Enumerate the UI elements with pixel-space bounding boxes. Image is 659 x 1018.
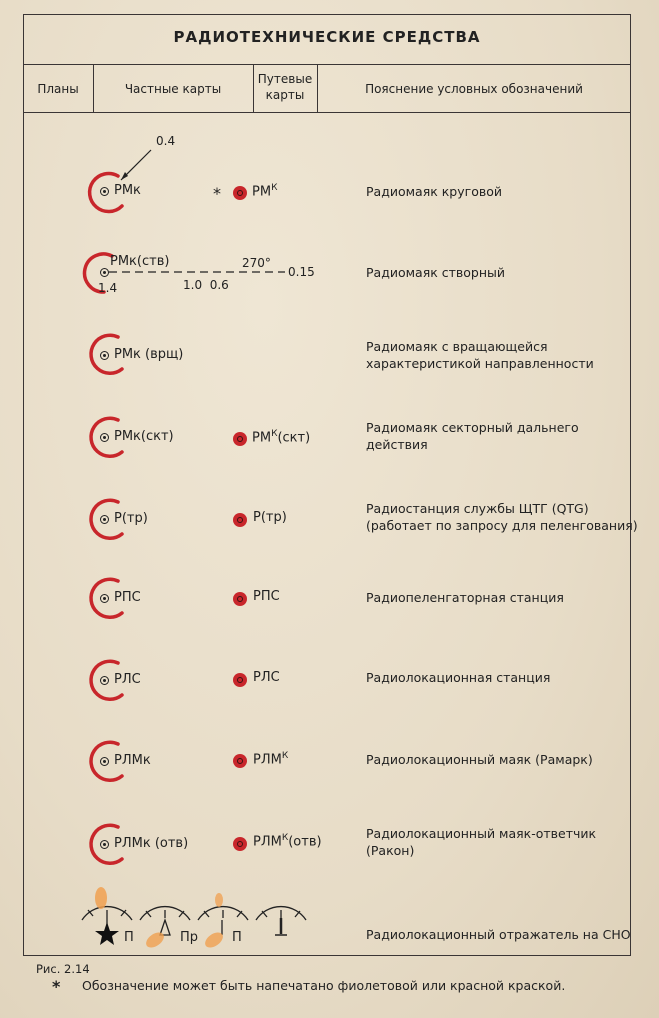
flame-icon-4	[215, 893, 223, 907]
route-dot-icon	[233, 432, 247, 446]
beacon-symbol-icon	[100, 268, 109, 277]
row9-label: РЛМк (отв)	[114, 836, 189, 851]
row1-desc: Радиомаяк круговой	[366, 184, 502, 199]
row6-route-label: РПС	[253, 589, 280, 604]
route-dot-icon	[233, 513, 247, 527]
route-dot-icon	[233, 186, 247, 200]
beacon-symbol-icon	[100, 187, 109, 196]
row6-label: РПС	[114, 590, 141, 605]
row1-asterisk: *	[213, 184, 221, 203]
callout-value: 0.4	[156, 134, 176, 148]
star-icon	[95, 922, 119, 945]
row9-desc-2: (Ракон)	[366, 843, 415, 858]
footnote-text: Обозначение может быть напечатано фиолетовой или красной краской.	[82, 978, 566, 993]
beacon-symbol-icon	[100, 433, 109, 442]
row5-desc-2: (работает по запросу для пеленгования)	[366, 518, 638, 533]
row2-num-right: 0.15	[288, 265, 315, 279]
beacon-symbol-icon	[100, 757, 109, 766]
row3-label: РМк (врщ)	[114, 347, 184, 362]
row4-desc-2: действия	[366, 437, 428, 452]
row9-desc-1: Радиолокационный маяк-ответчик	[366, 826, 597, 841]
row3-desc-1: Радиомаяк с вращающейся	[366, 339, 548, 354]
row4-label: РМк(скт)	[114, 429, 174, 444]
row4-route-label: $РМ^К(скт)$	[252, 429, 311, 446]
row7-label: РЛС	[114, 672, 141, 687]
beacon-symbol-icon	[100, 676, 109, 685]
route-dot-icon	[233, 837, 247, 851]
row8-route-label: $РЛМ^К$	[253, 751, 289, 768]
header-route-charts-2: карты	[265, 88, 305, 102]
beacon-symbol-icon	[100, 840, 109, 849]
row2-num-left: 1.4	[98, 281, 118, 295]
row2-label: РМк(ств)	[110, 254, 170, 269]
flame-icon-2	[143, 929, 166, 950]
reflector-desc: Радиолокационный отражатель на СНО	[366, 927, 631, 942]
row8-desc: Радиолокационный маяк (Рамарк)	[366, 752, 593, 767]
row7-desc: Радиолокационная станция	[366, 670, 551, 685]
reflector-sym3: П	[232, 930, 242, 945]
row7-route-label: РЛС	[253, 670, 280, 685]
route-dot-icon	[233, 754, 247, 768]
header-explanation: Пояснение условных обозначений	[365, 82, 583, 96]
reflector-sym2: Пр	[180, 930, 199, 945]
row1-label: РМк	[114, 183, 141, 198]
row2-angle: 270°	[242, 256, 271, 270]
beacon-symbol-icon	[100, 594, 109, 603]
row3-desc-2: характеристикой направленности	[366, 356, 594, 371]
table-title: РАДИОТЕХНИЧЕСКИЕ СРЕДСТВА	[173, 28, 481, 46]
row9-route-label: $РЛМ^К(отв)$	[253, 833, 322, 850]
reflector-sym1: П	[124, 930, 134, 945]
row8-label: РЛМк	[114, 753, 151, 768]
row2-num-mid: 1.0 0.6	[183, 278, 229, 292]
header-route-charts-1: Путевые	[257, 72, 313, 86]
beacon-symbol-icon	[100, 351, 109, 360]
route-dot-icon	[233, 592, 247, 606]
flame-icon-1	[95, 887, 107, 909]
beacon-symbol-icon	[100, 515, 109, 524]
row5-desc-1: Радиостанция службы ЩТГ (QTG)	[366, 501, 589, 516]
row2-desc: Радиомаяк створный	[366, 265, 506, 280]
header-private-charts: Частные карты	[124, 82, 222, 96]
row1-route-label: $РМ^К$	[252, 183, 278, 200]
row6-desc: Радиопеленгаторная станция	[366, 590, 564, 605]
row5-label: Р(тр)	[114, 511, 148, 526]
route-dot-icon	[233, 673, 247, 687]
row4-desc-1: Радиомаяк секторный дальнего	[366, 420, 579, 435]
footnote-mark: *	[52, 977, 61, 996]
figure-caption: Рис. 2.14	[36, 962, 90, 976]
callout-arrow-icon	[121, 172, 128, 180]
header-plans: Планы	[37, 82, 79, 96]
row5-route-label: Р(тр)	[253, 510, 287, 525]
